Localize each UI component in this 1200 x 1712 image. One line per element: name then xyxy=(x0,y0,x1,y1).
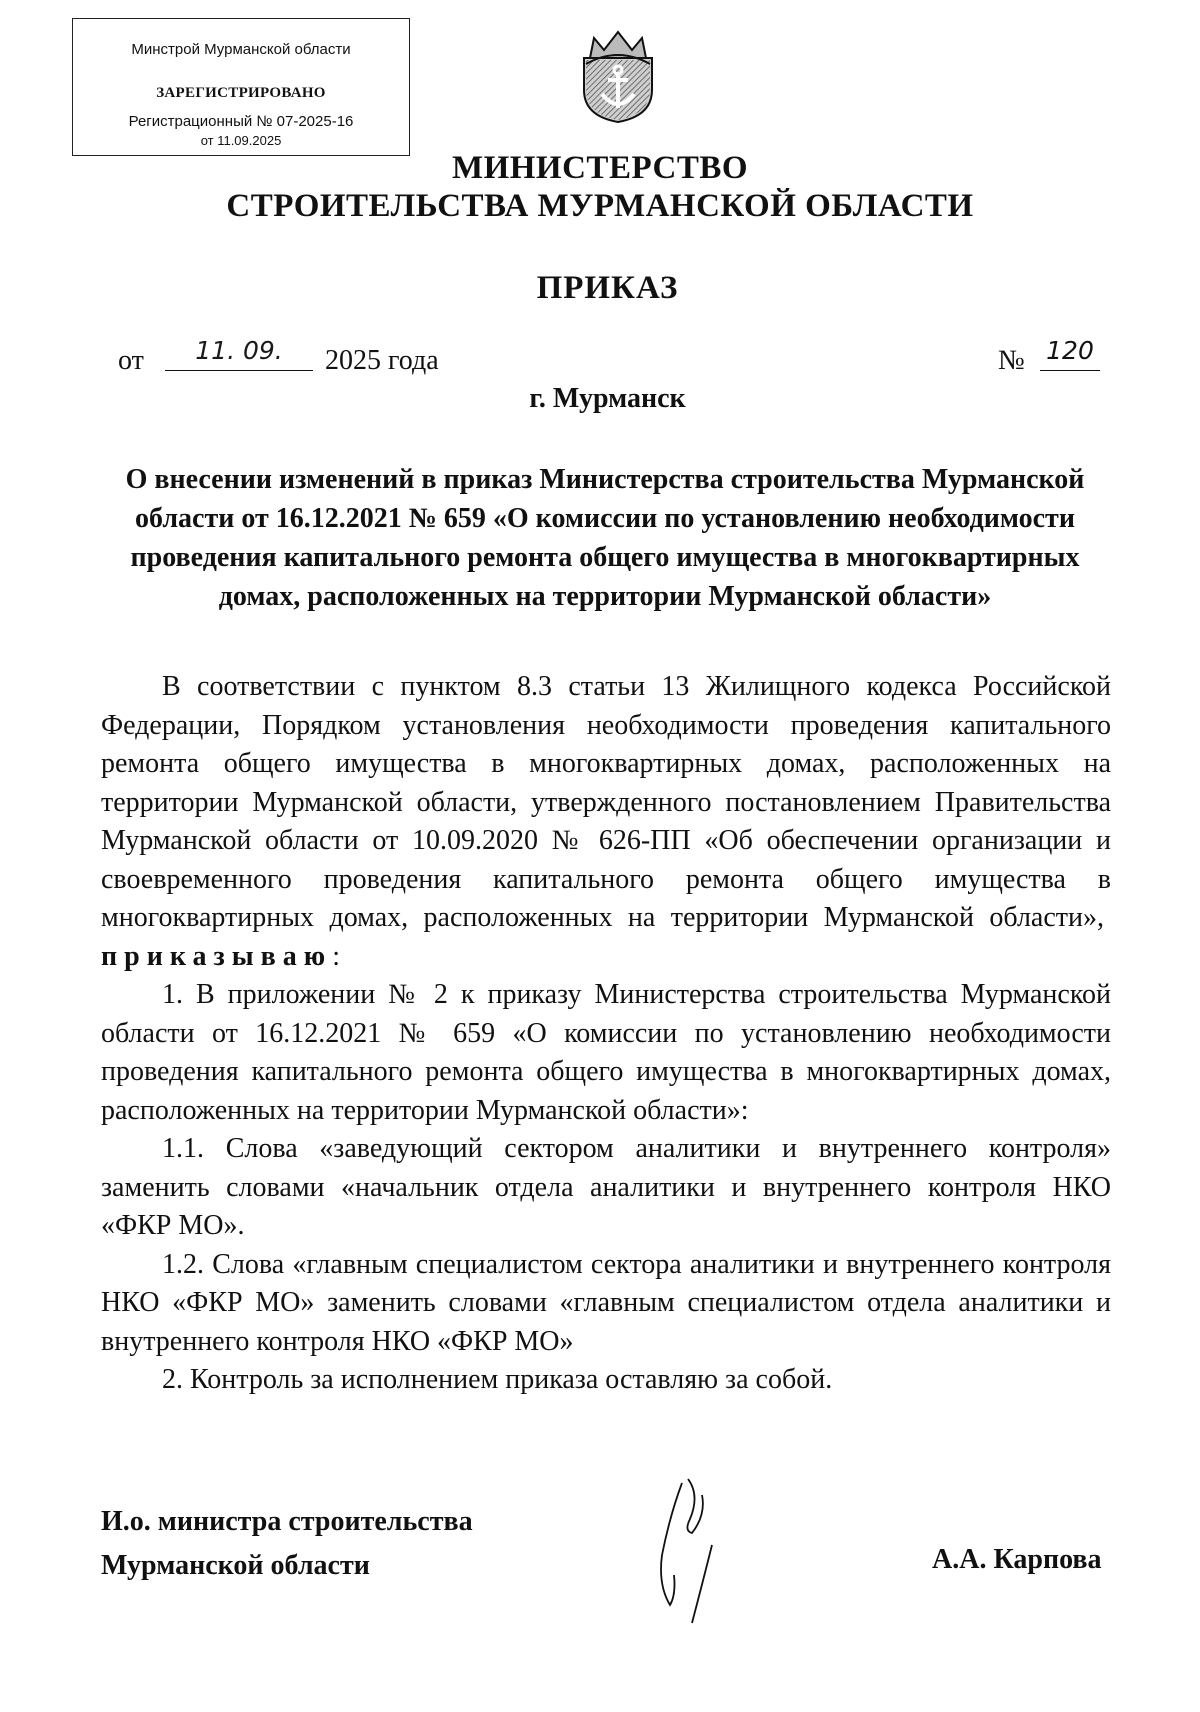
order-word: приказываю xyxy=(101,940,333,972)
preamble-paragraph xyxy=(101,668,1111,976)
item-1-1: 1.1. Слова «заведующий сектором аналитики и внутреннего контроля» заменить словами «начальник отдела аналитики и внутреннего контроля НКО «ФКР МО». xyxy=(101,1133,1111,1241)
document-type: ПРИКАЗ xyxy=(536,270,679,306)
order-colon: : xyxy=(332,940,340,972)
document-title: О внесении изменений в приказ Министерства строительства Мурманской области от 16.12.2021 № 659 «О комиссии по установлению необходимости проведения капитального ремонта общего имущества в многоквартирных домах, расположенных на территории Мурманской области» xyxy=(125,464,1085,612)
signatory-name: А.А. Карпова xyxy=(932,1544,1102,1575)
stamp-reg-date: от 11.09.2025 xyxy=(200,133,282,148)
date-handwritten: 11. 09. xyxy=(165,336,313,371)
document-body xyxy=(101,668,1111,1400)
stamp-reg-number: Регистрационный № 07-2025-16 xyxy=(128,113,354,130)
date-prefix: от xyxy=(118,345,144,376)
stamp-status: ЗАРЕГИСТРИРОВАНО xyxy=(156,85,326,101)
stamp-org: Минстрой Мурманской области xyxy=(131,41,351,58)
number-prefix: № xyxy=(998,345,1025,376)
ministry-name-line1: МИНИСТЕРСТВО xyxy=(451,150,749,186)
position-line2: Мурманской области xyxy=(101,1550,370,1581)
item-2: 2. Контроль за исполнением приказа оставляю за собой. xyxy=(162,1364,833,1395)
ministry-name-line2: СТРОИТЕЛЬСТВА МУРМАНСКОЙ ОБЛАСТИ xyxy=(226,188,974,224)
position-line1: И.о. министра строительства xyxy=(101,1506,473,1537)
city: г. Мурманск xyxy=(529,383,686,414)
preamble-text: В соответствии с пунктом 8.3 статьи 13 Жилищного кодекса Российской Федерации, Порядком установления необходимости проведения капитального ремонта общего имущества в многоквартирных домах, расположенных на территории Мурманской области, утвержденного постановлением Правительства Мурманской области от 10.09.2020 № 626-ПП «Об обеспечении организации и своевременного проведения капитального ремонта общего имущества в многоквартирных домах, расположенных на территории Мурманской области», xyxy=(101,671,1111,933)
item-1-2: 1.2. Слова «главным специалистом сектора аналитики и внутреннего контроля НКО «ФКР МО» заменить словами «главным специалистом отдела аналитики и внутреннего контроля НКО «ФКР МО» xyxy=(101,1248,1111,1357)
date-suffix: 2025 года xyxy=(325,345,439,376)
coat-of-arms-icon xyxy=(580,28,656,124)
handwritten-signature xyxy=(640,1475,740,1625)
signatory-position xyxy=(101,1500,473,1588)
item-1: 1. В приложении № 2 к приказу Министерства строительства Мурманской области от 16.12.2021 № 659 «О комиссии по установлению необходимости проведения капитального ремонта общего имущества в многоквартирных домах, расположенных на территории Мурманской области»: xyxy=(101,979,1111,1126)
number-handwritten: 120 xyxy=(1040,336,1100,371)
registration-stamp xyxy=(72,18,410,156)
